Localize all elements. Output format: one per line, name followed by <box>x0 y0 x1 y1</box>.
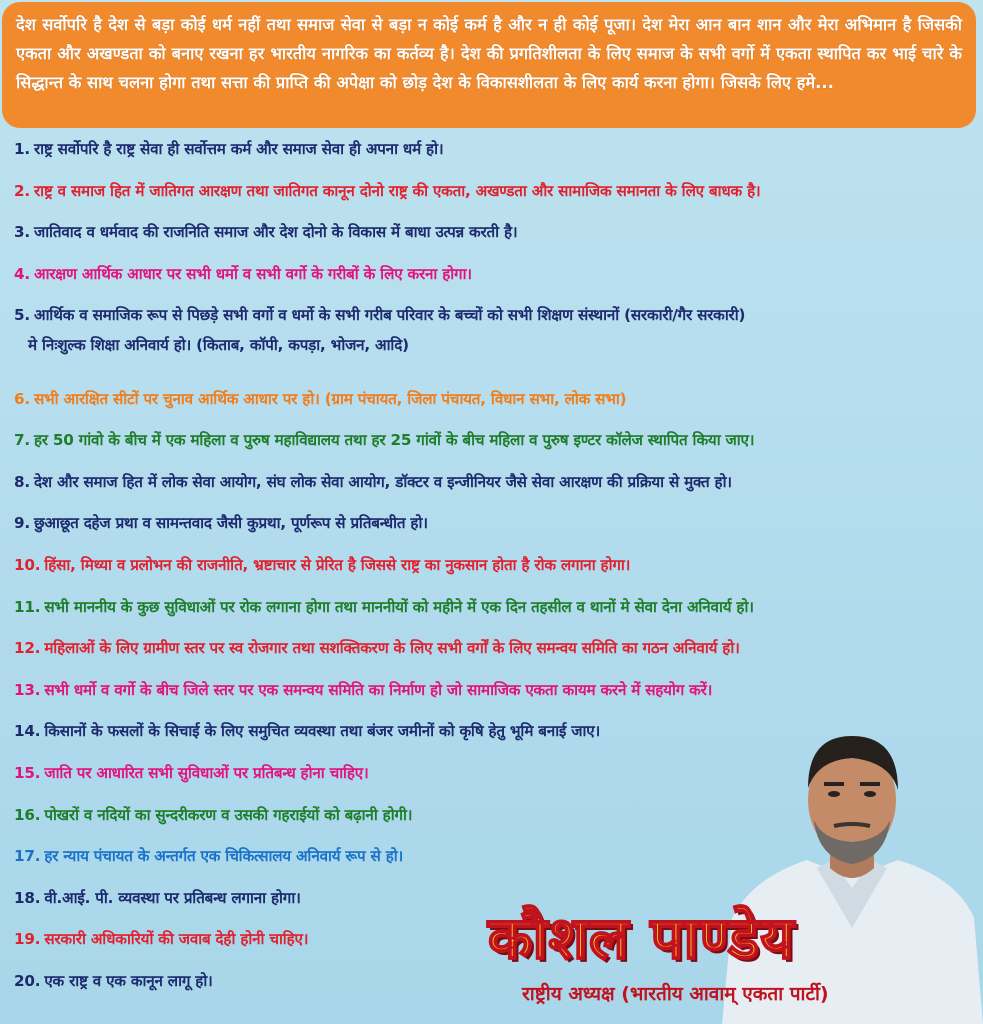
point-number: 2. <box>14 181 30 200</box>
list-item <box>14 384 974 426</box>
point-number: 1. <box>14 140 30 158</box>
point-number: 3. <box>14 223 30 242</box>
point-text: राष्ट्र व समाज हित में जातिगत आरक्षण तथा जातिगत कानून दोनो राष्ट्र की एकता, अखण्डता और सामाजिक समानता के लिए बाधक है। <box>33 181 761 200</box>
point-text: देश और समाज हित में लोक सेवा आयोग, संघ लोक सेवा आयोग, डॉक्टर व इन्जीनियर जैसे सेवा आरक्षण की प्रक्रिया से मुक्त हो। <box>33 472 732 491</box>
point-number: 19. <box>14 930 41 949</box>
point-number: 17. <box>14 847 41 866</box>
point-text: हर न्याय पंचायत के अन्तर्गत एक चिकित्सालय अनिवार्य रूप से हो। <box>44 847 404 866</box>
point-number: 5. <box>14 306 30 325</box>
point-number: 18. <box>14 888 41 907</box>
point-text: सभी धर्मो व वर्गो के बीच जिले स्तर पर एक समन्वय समिति का निर्माण हो जो सामाजिक एकता कायम करने में सहयोग करें। <box>44 680 713 699</box>
point-text: महिलाओं के लिए ग्रामीण स्तर पर स्व रोजगार तथा सशक्तिकरण के लिए सभी वर्गों के लिए समन्वय समिति का गठन अनिवार्य हो। <box>44 639 740 658</box>
point-number: 15. <box>14 763 41 782</box>
list-item <box>14 675 974 717</box>
leader-designation: राष्ट्रीय अध्यक्ष (भारतीय आवाम् एकता पार्टी) <box>522 983 829 1005</box>
point-number: 4. <box>14 264 30 283</box>
point-text: आरक्षण आर्थिक आधार पर सभी धर्मो व सभी वर्गो के गरीबों के लिए करना होगा। <box>33 264 472 283</box>
point-number: 8. <box>14 472 30 491</box>
point-number: 6. <box>14 389 30 408</box>
point-text: राष्ट्र सर्वोपरि है राष्ट्र सेवा ही सर्वोत्तम कर्म और समाज सेवा ही अपना धर्म हो। <box>33 140 444 158</box>
point-text: हर 50 गांवो के बीच में एक महिला व पुरुष महाविद्यालय तथा हर 25 गांवों के बीच महिला व पुरुष इण्टर कॉलेज स्थापित किया जाए। <box>33 431 755 450</box>
point-number: 11. <box>14 597 41 616</box>
list-item <box>14 633 974 675</box>
list-item <box>14 217 974 259</box>
point-number: 16. <box>14 805 41 824</box>
list-item <box>14 134 974 176</box>
point-text: छुआछूत दहेज प्रथा व सामन्तवाद जैसी कुप्रथा, पूर्णरूप से प्रतिबन्धीत हो। <box>33 514 428 533</box>
point-text: वी.आई. पी. व्यवस्था पर प्रतिबन्ध लगाना होगा। <box>44 888 301 907</box>
list-item <box>14 467 974 509</box>
point-text: एक राष्ट्र व एक कानून लागू हो। <box>44 971 213 990</box>
point-text: हिंसा, मिथ्या व प्रलोभन की राजनीति, भ्रष्टाचार से प्रेरित है जिससे राष्ट्र का नुकसान होता है रोक लगाना होगा। <box>44 555 631 574</box>
point-text: पोखरों व नदियों का सुन्दरीकरण व उसकी गहराईयों को बढ़ानी होगी। <box>44 805 413 824</box>
list-item <box>14 508 974 550</box>
point-number: 14. <box>14 722 41 741</box>
point-text: जातिवाद व धर्मवाद की राजनिति समाज और देश दोनो के विकास में बाधा उत्पन्न करती है। <box>33 223 518 242</box>
point-number: 13. <box>14 680 41 699</box>
point-text: सरकारी अधिकारियों की जवाब देही होनी चाहिए। <box>44 930 309 949</box>
point-number: 10. <box>14 555 41 574</box>
point-number: 9. <box>14 514 30 533</box>
list-item <box>14 300 974 383</box>
list-item <box>14 259 974 301</box>
list-item <box>14 592 974 634</box>
point-text: जाति पर आधारित सभी सुविधाओं पर प्रतिबन्ध होना चाहिए। <box>44 763 369 782</box>
point-number: 12. <box>14 639 41 658</box>
list-item <box>14 425 974 467</box>
list-item <box>14 550 974 592</box>
point-text: आर्थिक व समाजिक रूप से पिछड़े सभी वर्गो व धर्मो के सभी गरीब परिवार के बच्चों को सभी शिक्षण संस्थानों (सरकारी/गैर सरकारी) <box>33 306 746 325</box>
point-number: 20. <box>14 971 41 990</box>
point-text-continued: मे निःशुल्क शिक्षा अनिवार्य हो। (किताब, कॉपी, कपड़ा, भोजन, आदि) <box>28 336 409 355</box>
intro-text: देश सर्वोपरि है देश से बड़ा कोई धर्म नहीं तथा समाज सेवा से बड़ा न कोई कर्म है और न ही कोई पूजा। देश मेरा आन बान शान और मेरा अभिमान है जिसकी एकता और अखण्डता को बनाए रखना हर भारतीय नागरिक का कर्तव्य है। देश की प्रगतिशीलता के लिए समाज के सभी वर्गो में एकता स्थापित कर भाई चारे के सिद्धान्त के साथ चलना होगा तथा सत्ता की प्राप्ति की अपेक्षा को छोड़ देश के विकासशीलता के लिए कार्य करना होगा। जिसके लिए हमे... <box>16 15 962 92</box>
point-text: किसानों के फसलों के सिचाई के लिए समुचित व्यवस्था तथा बंजर जमीनों को कृषि हेतु भूमि बनाई जाए। <box>44 722 601 741</box>
point-text: सभी आरक्षित सीटों पर चुनाव आर्थिक आधार पर हो। (ग्राम पंचायत, जिला पंचायत, विधान सभा, लोक सभा) <box>33 389 627 408</box>
point-text: सभी माननीय के कुछ सुविधाओं पर रोक लगाना होगा तथा माननीयों को महीने में एक दिन तहसील व थानों मे सेवा देना अनिवार्य हो। <box>44 597 754 616</box>
leader-name: कौशल पाण्डेय <box>488 904 795 972</box>
point-number: 7. <box>14 431 30 450</box>
intro-banner <box>2 2 976 128</box>
list-item <box>14 176 974 218</box>
